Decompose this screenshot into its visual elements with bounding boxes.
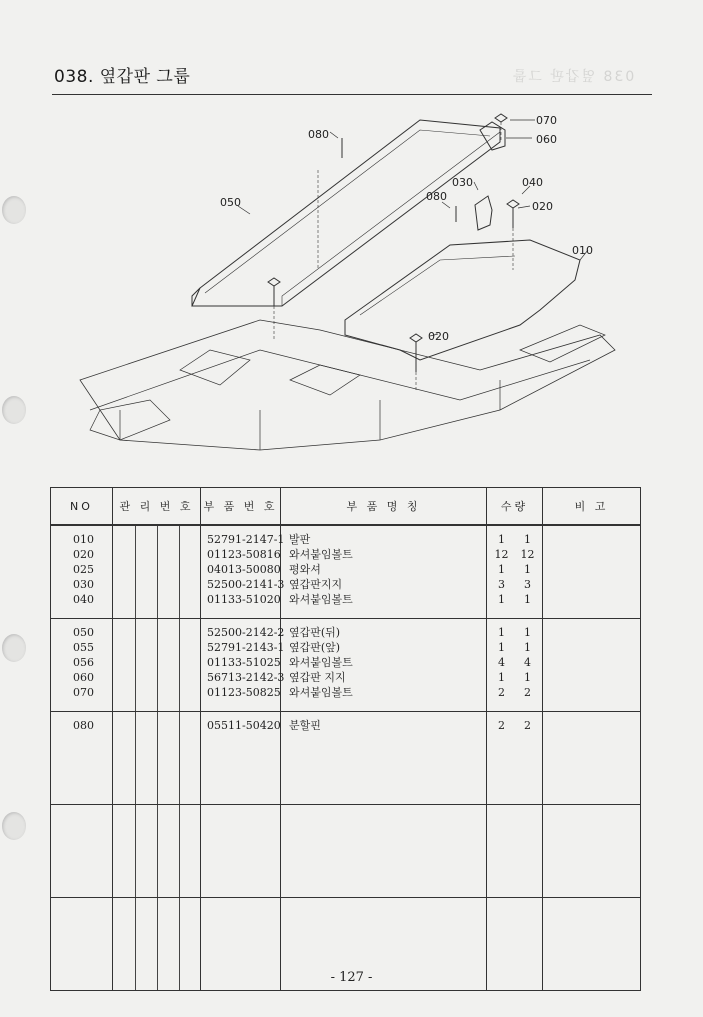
qty-2: 1 xyxy=(524,671,531,684)
cell-note xyxy=(543,712,641,805)
cell-name xyxy=(281,712,487,805)
qty-1: 3 xyxy=(498,578,505,591)
qty-pair xyxy=(487,592,542,607)
header-mgmt: 관 리 번 호 xyxy=(113,488,201,526)
cell-part-no-value: 52500-2142-2 xyxy=(207,626,285,639)
cell-name-value: 와셔붙임볼트 xyxy=(289,548,353,561)
page-number: - 127 - xyxy=(330,970,373,985)
cell-no-value: 055 xyxy=(73,641,94,654)
table-header-row xyxy=(51,488,641,526)
callout-080-top: 080 xyxy=(308,128,329,141)
cell-name-value: 옆갑판지지 xyxy=(289,578,343,591)
qty-1: 1 xyxy=(498,533,505,546)
table-row-group xyxy=(51,712,641,805)
qty-1: 1 xyxy=(498,641,505,654)
qty-pair xyxy=(487,547,542,562)
callout-020-upper: 020 xyxy=(532,200,553,213)
cell-part-no-value: 01123-50816 xyxy=(207,548,281,561)
callout-040: 040 xyxy=(522,176,543,189)
header-qty: 수량 xyxy=(487,488,543,526)
cell-no-value: 060 xyxy=(73,671,94,684)
callout-010: 010 xyxy=(572,244,593,257)
cell-no xyxy=(51,619,113,712)
cell-no xyxy=(51,712,113,805)
qty-2: 1 xyxy=(524,593,531,606)
cell-qty xyxy=(487,525,543,619)
exploded-parts-diagram xyxy=(60,110,640,470)
punch-hole-top xyxy=(2,196,26,224)
cell-part-no-value: 01123-50825 xyxy=(207,686,281,699)
qty-pair xyxy=(487,640,542,655)
callout-070: 070 xyxy=(536,114,557,127)
page-title: 038. 옆갑판 그룹 xyxy=(54,67,191,87)
cell-part-no-value: 04013-50080 xyxy=(207,563,281,576)
cell-qty xyxy=(487,619,543,712)
cell-name-value: 옆갑판(뒤) xyxy=(289,626,341,639)
bleed-through-title: 038 옆갑판 그룹 xyxy=(510,69,634,85)
cell-note xyxy=(543,619,641,712)
callout-080-mid: 080 xyxy=(426,190,447,203)
cell-name xyxy=(281,619,487,712)
cell-name xyxy=(281,525,487,619)
qty-pair xyxy=(487,655,542,670)
qty-pair xyxy=(487,718,542,733)
cell-name-value: 평와셔 xyxy=(289,563,321,576)
cell-no-value: 070 xyxy=(73,686,94,699)
cell-no-value: 010 xyxy=(73,533,94,546)
cell-part-no-value: 52791-2147-1 xyxy=(207,533,285,546)
table-row-group xyxy=(51,805,641,898)
cell-mgmt xyxy=(113,805,201,898)
qty-pair xyxy=(487,532,542,547)
cell-part-no-value: 56713-2142-3 xyxy=(207,671,285,684)
header-no: NO xyxy=(51,488,113,526)
qty-1: 1 xyxy=(498,626,505,639)
qty-2: 12 xyxy=(520,548,535,561)
header-part-no: 부 품 번 호 xyxy=(201,488,281,526)
cell-name-value: 와셔붙임볼트 xyxy=(289,656,353,669)
cell-part-no xyxy=(201,712,281,805)
mgmt-divider xyxy=(179,526,180,618)
cell-name-value: 와셔붙임볼트 xyxy=(289,686,353,699)
callout-020-lower: 020 xyxy=(428,330,449,343)
header-note: 비 고 xyxy=(543,488,641,526)
mgmt-divider xyxy=(135,526,136,618)
cell-no-value: 020 xyxy=(73,548,94,561)
cell-part-no-value: 52500-2141-3 xyxy=(207,578,285,591)
cell-note xyxy=(543,525,641,619)
qty-pair xyxy=(487,670,542,685)
cell-no-value: 025 xyxy=(73,563,94,576)
cell-no-value: 030 xyxy=(73,578,94,591)
table-row-group xyxy=(51,619,641,712)
qty-1: 2 xyxy=(498,719,505,732)
qty-2: 2 xyxy=(524,686,531,699)
mgmt-divider xyxy=(135,619,136,711)
qty-2: 1 xyxy=(524,641,531,654)
table-row-group xyxy=(51,525,641,619)
qty-2: 1 xyxy=(524,626,531,639)
cell-no-value: 040 xyxy=(73,593,94,606)
mgmt-divider xyxy=(157,712,158,804)
header-name: 부 품 명 칭 xyxy=(281,488,487,526)
punch-hole-bottom xyxy=(2,812,26,840)
qty-1: 1 xyxy=(498,671,505,684)
mgmt-divider xyxy=(135,805,136,897)
qty-2: 1 xyxy=(524,533,531,546)
mgmt-divider xyxy=(157,805,158,897)
cell-part-no-value: 52791-2143-1 xyxy=(207,641,285,654)
qty-2: 3 xyxy=(524,578,531,591)
cell-part-no xyxy=(201,525,285,619)
qty-2: 1 xyxy=(524,563,531,576)
cell-part-no xyxy=(201,619,285,712)
cell-name-value: 옆갑판 지지 xyxy=(289,671,346,684)
mgmt-divider xyxy=(179,805,180,897)
mgmt-divider xyxy=(157,619,158,711)
qty-1: 1 xyxy=(498,563,505,576)
qty-pair xyxy=(487,685,542,700)
cell-no-value: 080 xyxy=(73,719,94,732)
callout-050: 050 xyxy=(220,196,241,209)
cell-name-value: 와셔붙임볼트 xyxy=(289,593,353,606)
cell-part-no-value: 01133-51020 xyxy=(207,593,281,606)
mgmt-divider xyxy=(157,526,158,618)
cell-qty xyxy=(487,712,543,805)
punch-hole-3 xyxy=(2,634,26,662)
cell-name xyxy=(281,805,487,898)
mgmt-divider xyxy=(135,712,136,804)
parts-table xyxy=(50,487,641,991)
mgmt-divider xyxy=(179,619,180,711)
cell-part-no xyxy=(201,805,281,898)
cell-no xyxy=(51,805,113,898)
qty-1: 4 xyxy=(498,656,505,669)
qty-1: 1 xyxy=(498,593,505,606)
qty-1: 12 xyxy=(494,548,509,561)
qty-2: 4 xyxy=(524,656,531,669)
qty-pair xyxy=(487,625,542,640)
cell-note xyxy=(543,805,641,898)
qty-pair xyxy=(487,577,542,592)
cell-no-value: 050 xyxy=(73,626,94,639)
cell-mgmt xyxy=(113,712,201,805)
punch-hole-2 xyxy=(2,396,26,424)
mgmt-divider xyxy=(179,712,180,804)
callout-030: 030 xyxy=(452,176,473,189)
cell-qty xyxy=(487,805,543,898)
qty-pair xyxy=(487,562,542,577)
cell-name-value: 분할핀 xyxy=(289,719,321,732)
callout-060: 060 xyxy=(536,133,557,146)
qty-2: 2 xyxy=(524,719,531,732)
cell-no-value: 056 xyxy=(73,656,94,669)
cell-no xyxy=(51,525,113,619)
cell-part-no-value: 01133-51025 xyxy=(207,656,281,669)
cell-part-no-value: 05511-50420 xyxy=(207,719,281,732)
qty-1: 2 xyxy=(498,686,505,699)
cell-mgmt xyxy=(113,619,201,712)
cell-mgmt xyxy=(113,525,201,619)
page-header xyxy=(52,58,652,95)
cell-name-value: 옆갑판(앞) xyxy=(289,641,341,654)
cell-name-value: 발판 xyxy=(289,533,311,546)
